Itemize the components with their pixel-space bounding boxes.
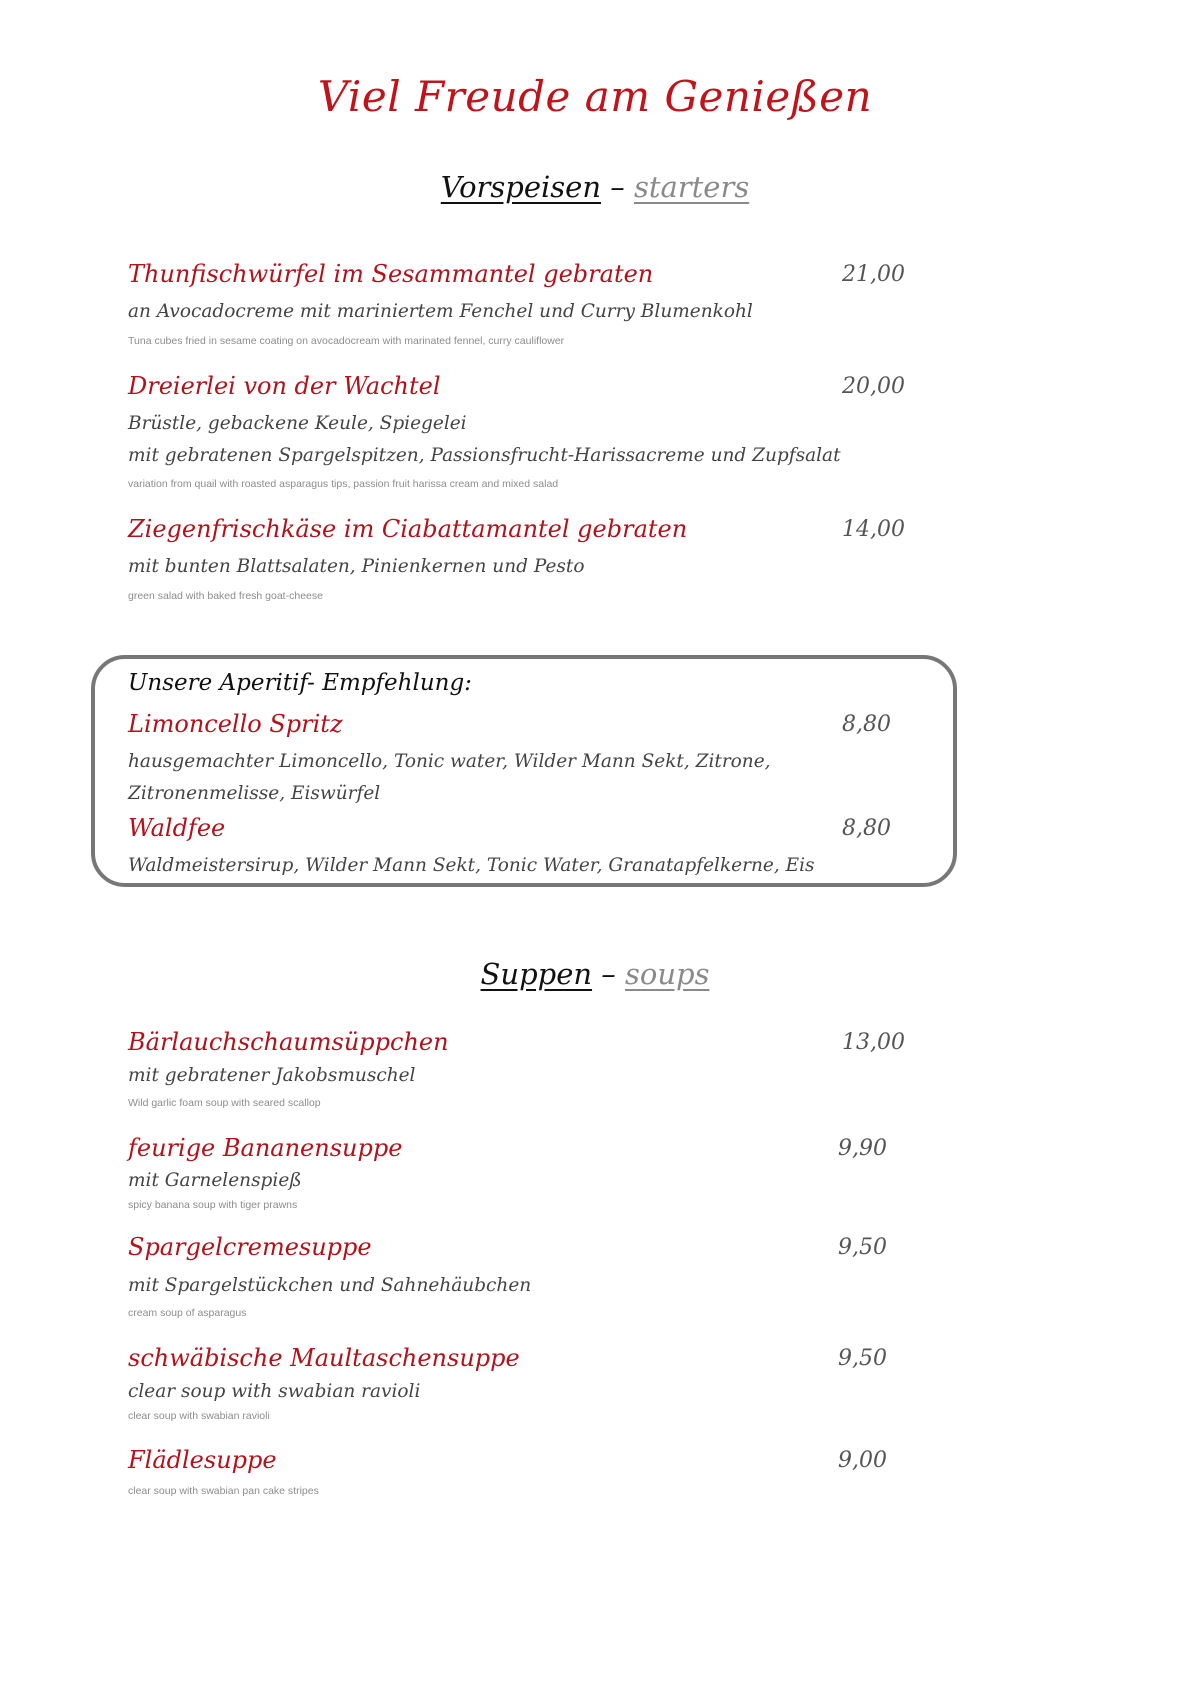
aperitif-heading: Unsere Aperitif- Empfehlung: [128, 670, 472, 696]
dish-name: schwäbische Maultaschensuppe [128, 1344, 520, 1372]
dish-name: Bärlauchschaumsüppchen [128, 1028, 449, 1056]
dish-description: mit Spargelstückchen und Sahnehäubchen [128, 1275, 532, 1296]
dish-price: 9,90 [838, 1136, 887, 1161]
soups-heading-sep: – [592, 957, 625, 991]
dish-description: mit bunten Blattsalaten, Pinienkernen und Pesto [128, 556, 585, 577]
dish-english: Tuna cubes fried in sesame coating on avocadocream with marinated fennel, curry cauliflower [128, 335, 565, 347]
drink-description: Waldmeistersirup, Wilder Mann Sekt, Tonic Water, Granatapfelkerne, Eis [128, 855, 815, 876]
drink-description: hausgemachter Limoncello, Tonic water, Wilder Mann Sekt, Zitrone, [128, 751, 771, 772]
starters-heading-sep: – [601, 170, 634, 204]
dish-description: mit gebratenen Spargelspitzen, Passionsfrucht-Harissacreme und Zupfsalat [128, 445, 841, 466]
drink-name: Limoncello Spritz [128, 710, 343, 738]
dish-price: 13,00 [842, 1030, 905, 1055]
soups-heading-en: soups [624, 957, 710, 991]
dish-name: Dreierlei von der Wachtel [128, 372, 441, 400]
soups-heading-de: Suppen [480, 957, 593, 991]
dish-english: variation from quail with roasted asparagus tips, passion fruit harissa cream and mixed salad [128, 478, 559, 490]
drink-price: 8,80 [842, 712, 891, 737]
dish-name: Thunfischwürfel im Sesammantel gebraten [128, 260, 654, 288]
dish-description: an Avocadocreme mit mariniertem Fenchel und Curry Blumenkohl [128, 301, 753, 322]
dish-english: spicy banana soup with tiger prawns [128, 1199, 298, 1211]
dish-english: Wild garlic foam soup with seared scallop [128, 1097, 321, 1109]
starters-heading-en: starters [633, 170, 750, 204]
dish-description: Brüstle, gebackene Keule, Spiegelei [128, 413, 467, 434]
dish-price: 9,50 [838, 1235, 887, 1260]
dish-english: green salad with baked fresh goat-cheese [128, 590, 323, 602]
dish-price: 14,00 [842, 517, 905, 542]
dish-english: clear soup with swabian pan cake stripes [128, 1485, 319, 1497]
dish-english: clear soup with swabian ravioli [128, 1410, 270, 1422]
starters-heading-de: Vorspeisen [440, 170, 602, 204]
starters-heading [0, 170, 1190, 204]
dish-description: mit Garnelenspieß [128, 1170, 302, 1191]
dish-name: feurige Bananensuppe [128, 1134, 403, 1162]
dish-english: cream soup of asparagus [128, 1307, 247, 1319]
dish-description: clear soup with swabian ravioli [128, 1381, 421, 1402]
drink-name: Waldfee [128, 814, 226, 842]
dish-price: 21,00 [842, 262, 905, 287]
dish-name: Spargelcremesuppe [128, 1233, 372, 1261]
menu-title: Viel Freude am Genießen [317, 72, 873, 121]
dish-name: Ziegenfrischkäse im Ciabattamantel gebraten [128, 515, 688, 543]
drink-description: Zitronenmelisse, Eiswürfel [128, 783, 381, 804]
dish-description: mit gebratener Jakobsmuschel [128, 1065, 416, 1086]
dish-price: 9,50 [838, 1346, 887, 1371]
dish-price: 9,00 [838, 1448, 887, 1473]
dish-name: Flädlesuppe [128, 1446, 277, 1474]
soups-heading [0, 957, 1190, 991]
dish-price: 20,00 [842, 374, 905, 399]
drink-price: 8,80 [842, 816, 891, 841]
